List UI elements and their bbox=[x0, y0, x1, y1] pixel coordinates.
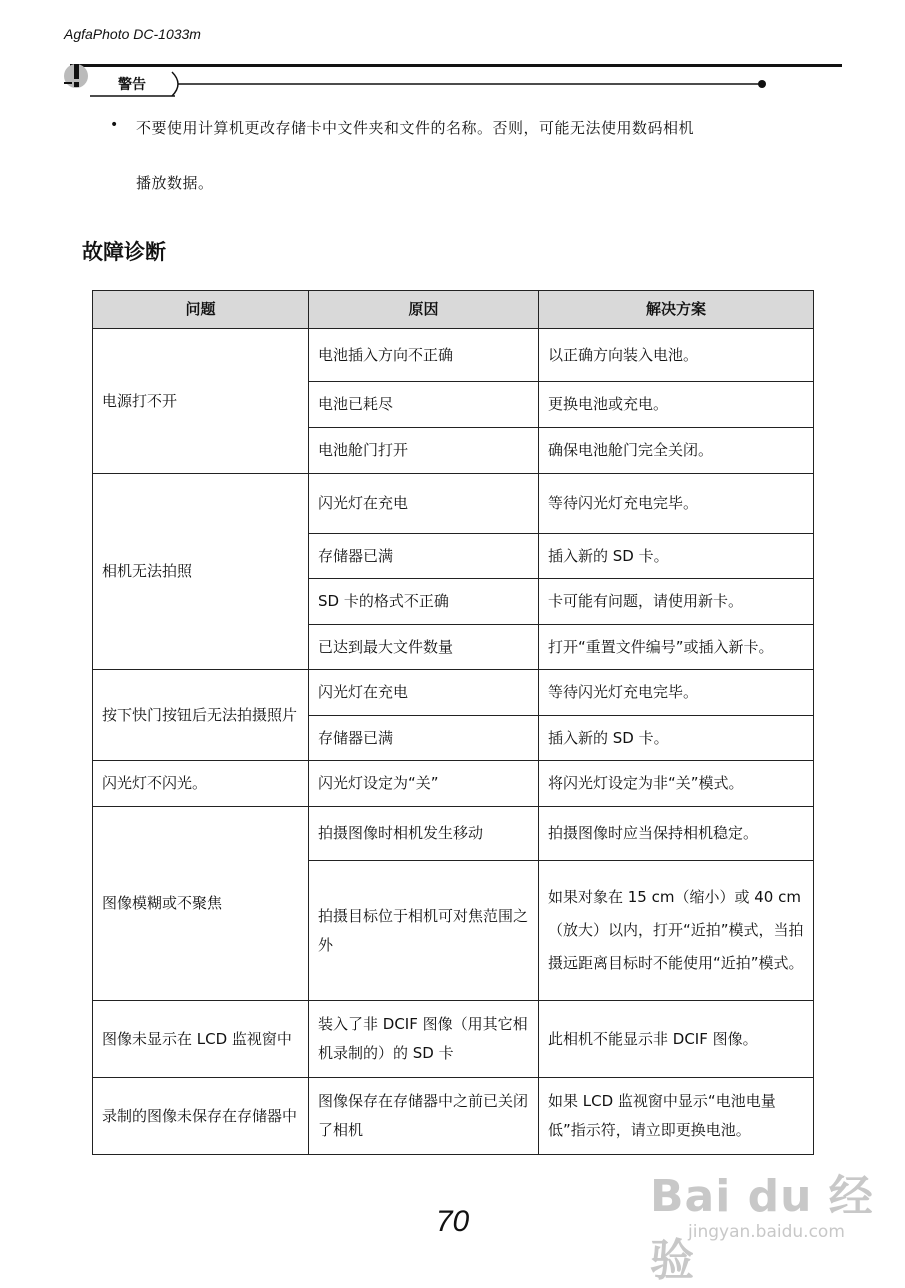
cause-cell: 存储器已满 bbox=[309, 534, 539, 579]
watermark-url: jingyan.baidu.com bbox=[688, 1222, 845, 1242]
solution-cell: 插入新的 SD 卡。 bbox=[539, 534, 814, 579]
header-problem: 问题 bbox=[93, 291, 309, 329]
solution-cell: 如果对象在 15 cm（缩小）或 40 cm（放大）以内，打开“近拍”模式，当拍摄远距离目标时不能使用“近拍”模式。 bbox=[539, 861, 814, 1001]
cause-cell: 闪光灯在充电 bbox=[309, 670, 539, 716]
solution-cell: 以正确方向装入电池。 bbox=[539, 329, 814, 382]
solution-cell: 等待闪光灯充电完毕。 bbox=[539, 670, 814, 716]
table-row bbox=[93, 329, 814, 382]
watermark-brand: Bai du 经验 bbox=[650, 1171, 874, 1286]
problem-cell: 相机无法拍照 bbox=[93, 474, 309, 670]
solution-cell: 将闪光灯设定为非“关”模式。 bbox=[539, 761, 814, 807]
table-row bbox=[93, 1078, 814, 1155]
cause-cell: 拍摄图像时相机发生移动 bbox=[309, 807, 539, 861]
header-model-name: AgfaPhoto DC-1033m bbox=[64, 26, 201, 42]
cause-cell: SD 卡的格式不正确 bbox=[309, 579, 539, 625]
table-row bbox=[93, 1001, 814, 1078]
header-solution: 解决方案 bbox=[539, 291, 814, 329]
solution-cell: 更换电池或充电。 bbox=[539, 382, 814, 428]
solution-cell: 打开“重置文件编号”或插入新卡。 bbox=[539, 625, 814, 670]
page-number: 70 bbox=[435, 1205, 470, 1238]
cause-cell: 已达到最大文件数量 bbox=[309, 625, 539, 670]
problem-cell: 图像未显示在 LCD 监视窗中 bbox=[93, 1001, 309, 1078]
problem-cell: 闪光灯不闪光。 bbox=[93, 761, 309, 807]
warning-banner-graphic bbox=[60, 60, 780, 100]
problem-cell: 电源打不开 bbox=[93, 329, 309, 474]
problem-cell: 按下快门按钮后无法拍摄照片 bbox=[93, 670, 309, 761]
warning-text-line2: 播放数据。 bbox=[136, 174, 214, 192]
solution-cell: 拍摄图像时应当保持相机稳定。 bbox=[539, 807, 814, 861]
solution-cell: 卡可能有问题，请使用新卡。 bbox=[539, 579, 814, 625]
table-header-row bbox=[93, 291, 814, 329]
cause-cell: 闪光灯设定为“关” bbox=[309, 761, 539, 807]
solution-cell: 确保电池舱门完全关闭。 bbox=[539, 428, 814, 474]
section-title: 故障诊断 bbox=[82, 240, 166, 264]
cause-cell: 电池插入方向不正确 bbox=[309, 329, 539, 382]
solution-cell: 如果 LCD 监视窗中显示“电池电量低”指示符，请立即更换电池。 bbox=[539, 1078, 814, 1155]
cause-cell: 图像保存在存储器中之前已关闭了相机 bbox=[309, 1078, 539, 1155]
table-row bbox=[93, 670, 814, 716]
header-cause: 原因 bbox=[309, 291, 539, 329]
troubleshooting-table bbox=[92, 290, 814, 1155]
cause-cell: 装入了非 DCIF 图像（用其它相机录制的）的 SD 卡 bbox=[309, 1001, 539, 1078]
bullet-marker: • bbox=[110, 117, 119, 133]
table-row bbox=[93, 807, 814, 861]
problem-cell: 录制的图像未保存在存储器中 bbox=[93, 1078, 309, 1155]
solution-cell: 此相机不能显示非 DCIF 图像。 bbox=[539, 1001, 814, 1078]
solution-cell: 插入新的 SD 卡。 bbox=[539, 716, 814, 761]
table-row bbox=[93, 474, 814, 534]
cause-cell: 存储器已满 bbox=[309, 716, 539, 761]
cause-cell: 拍摄目标位于相机可对焦范围之外 bbox=[309, 861, 539, 1001]
cause-cell: 电池舱门打开 bbox=[309, 428, 539, 474]
warning-text-line1: 不要使用计算机更改存储卡中文件夹和文件的名称。否则，可能无法使用数码相机 bbox=[136, 119, 695, 137]
table-row bbox=[93, 761, 814, 807]
cause-cell: 闪光灯在充电 bbox=[309, 474, 539, 534]
problem-cell: 图像模糊或不聚焦 bbox=[93, 807, 309, 1001]
cause-cell: 电池已耗尽 bbox=[309, 382, 539, 428]
solution-cell: 等待闪光灯充电完毕。 bbox=[539, 474, 814, 534]
warning-label: 警告 bbox=[118, 77, 146, 93]
